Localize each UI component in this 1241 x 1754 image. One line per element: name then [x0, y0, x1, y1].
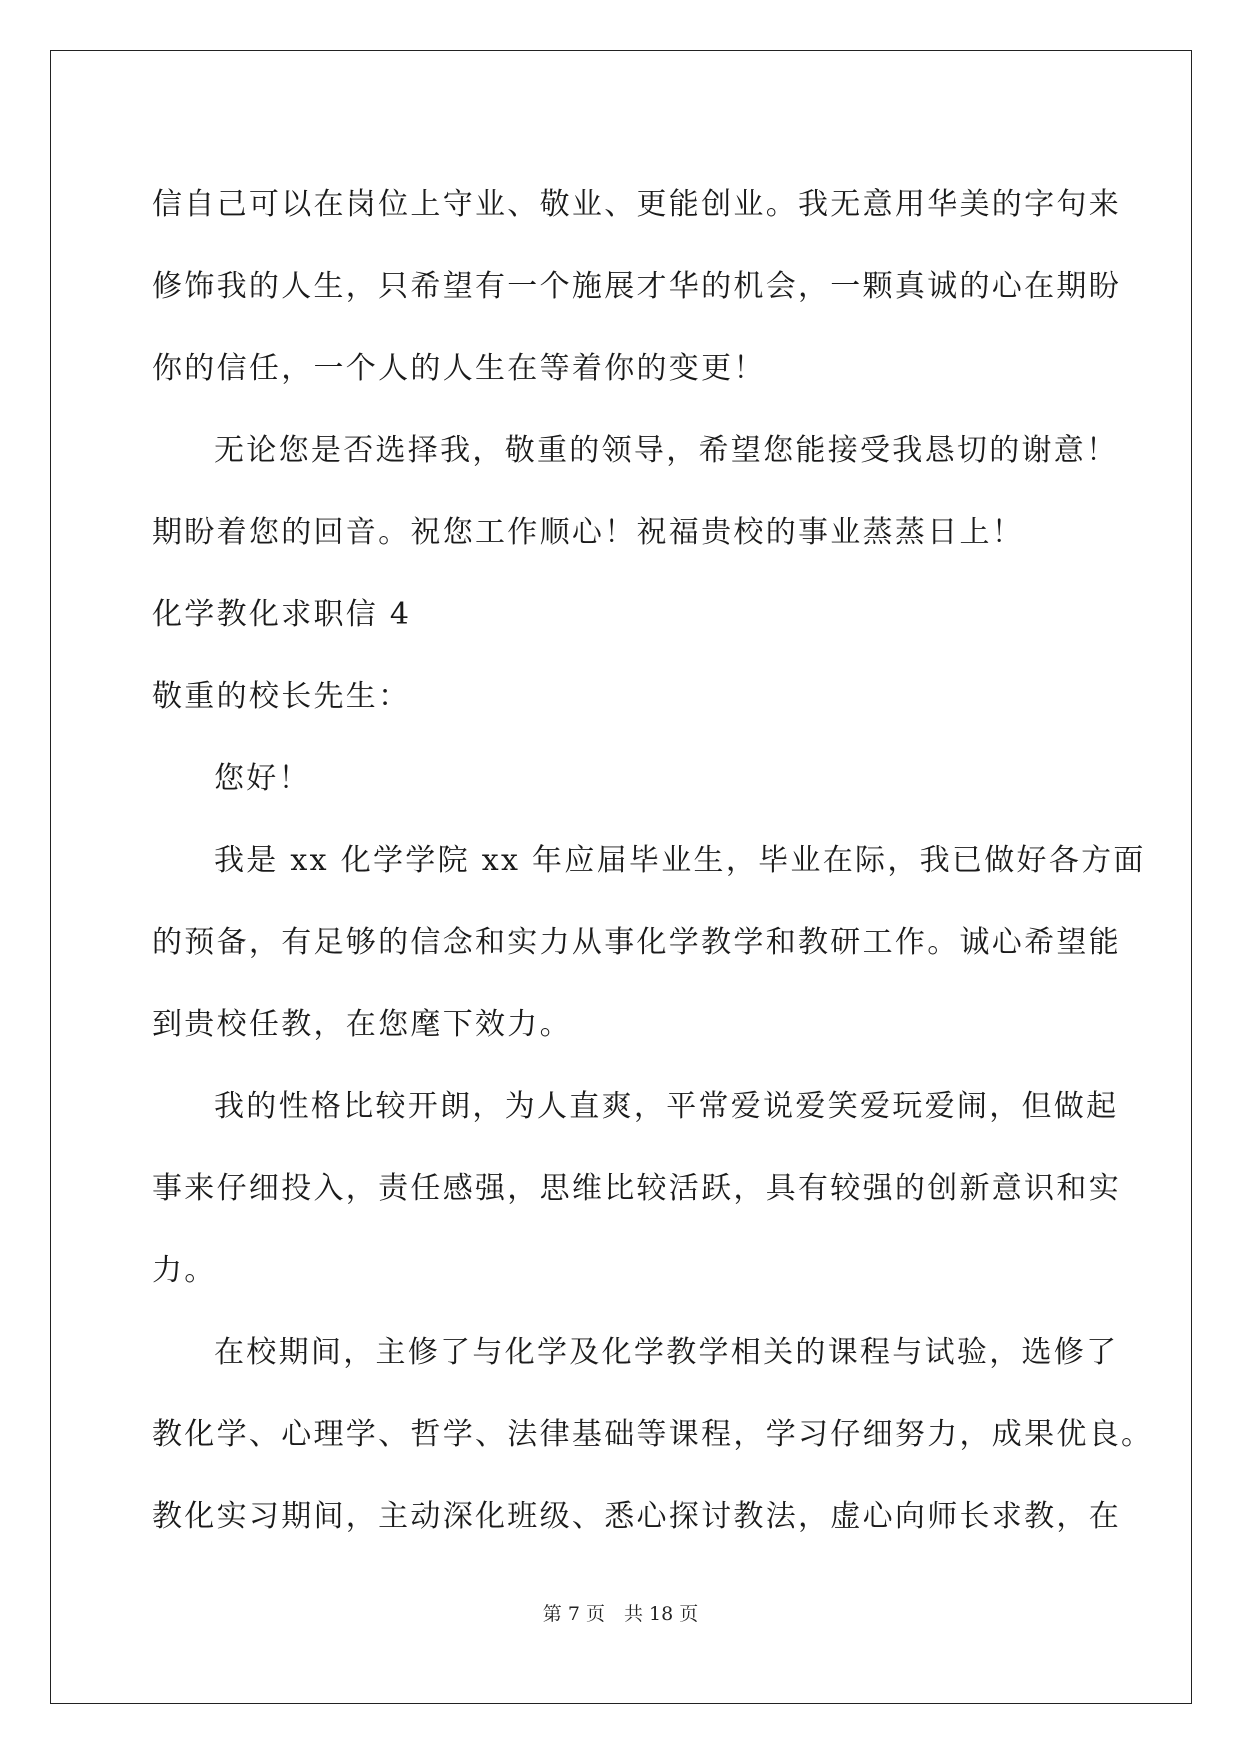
text-line: 教化实习期间，主动深化班级、悉心探讨教法，虚心向师长求教，在 — [152, 1499, 1121, 1534]
text-line: 你的信任，一个人的人生在等着你的变更！ — [152, 351, 766, 386]
document-body — [152, 164, 1154, 1558]
text-line: 无论您是否选择我，敬重的领导，希望您能接受我恳切的谢意！ — [214, 433, 1119, 468]
text-line: 在校期间，主修了与化学及化学教学相关的课程与试验，选修了 — [214, 1335, 1119, 1370]
text-line: 教化学、心理学、哲学、法律基础等课程，学习仔细努力，成果优良。 — [152, 1417, 1154, 1452]
salutation: 敬重的校长先生： — [152, 679, 411, 714]
text-line: 的预备，有足够的信念和实力从事化学教学和教研工作。诚心希望能 — [152, 925, 1121, 960]
text-line: 修饰我的人生，只希望有一个施展才华的机会，一颗真诚的心在期盼 — [152, 269, 1121, 304]
text-line: 信自己可以在岗位上守业、敬业、更能创业。我无意用华美的字句来 — [152, 187, 1121, 222]
text-line: 我的性格比较开朗，为人直爽，平常爱说爱笑爱玩爱闹，但做起 — [214, 1089, 1119, 1124]
section-heading: 化学教化求职信 4 — [152, 597, 412, 632]
page-number-footer: 第 7 页 共 18 页 — [542, 1603, 699, 1625]
text-line: 期盼着您的回音。祝您工作顺心！祝福贵校的事业蒸蒸日上！ — [152, 515, 1025, 550]
greeting: 您好！ — [214, 761, 311, 796]
text-line: 到贵校任教，在您麾下效力。 — [152, 1007, 572, 1042]
text-line: 我是 xx 化学学院 xx 年应届毕业生，毕业在际，我已做好各方面 — [214, 843, 1146, 878]
text-line: 事来仔细投入，责任感强，思维比较活跃，具有较强的创新意识和实 — [152, 1171, 1121, 1206]
text-line: 力。 — [152, 1253, 217, 1288]
